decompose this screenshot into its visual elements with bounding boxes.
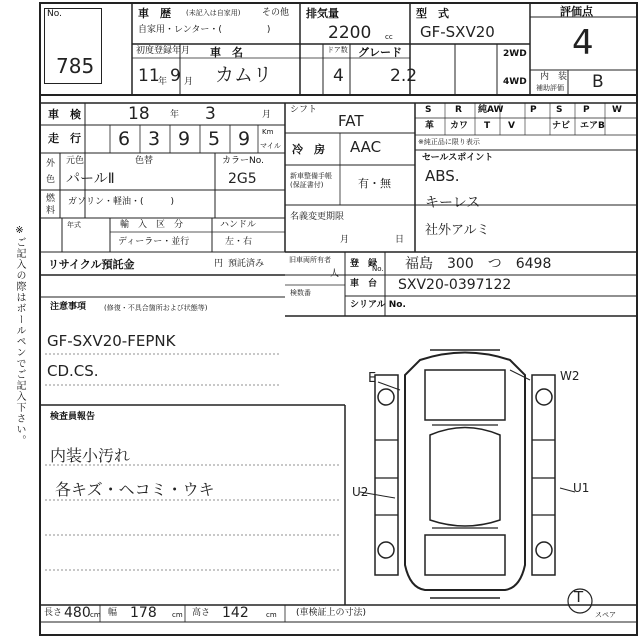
drive-2wd: 2WD (503, 49, 527, 59)
height-label: 高さ (192, 608, 211, 618)
shift-label: シフト (290, 105, 318, 115)
history-note: (未記入は自家用) (186, 9, 241, 17)
equip-s: S (425, 105, 432, 115)
recycle-unit: 円 (214, 259, 224, 269)
width-value: 178 (130, 605, 157, 621)
person-label: 人 (330, 269, 340, 279)
interior-sub: 補助評価 (536, 84, 564, 92)
import-label: 輸 入 区 分 (120, 220, 184, 230)
dimensions-note: (車検証上の寸法) (296, 608, 367, 618)
color-change-label: 色替 (135, 156, 154, 166)
sales-point: 社外アルミ (425, 223, 490, 238)
mileage-digit: 9 (238, 128, 251, 150)
handle-label: ハンドル (220, 220, 257, 230)
mark-w2: W2 (560, 369, 580, 383)
import-type: ディーラー・並行 (118, 237, 190, 247)
displacement-unit: cc (385, 33, 393, 41)
reg-year: 11 (138, 66, 160, 86)
count-label: 検数番 (290, 289, 311, 297)
equip-pw-p: P (583, 105, 590, 115)
ac-value: AAC (350, 138, 382, 156)
length-label: 長さ (44, 608, 63, 618)
chassis-label: 車 台 (350, 279, 378, 289)
recycle-status: 預託済み (228, 259, 265, 269)
equip-pw-w: W (612, 105, 622, 115)
shaken-month-suffix: 月 (262, 110, 272, 120)
grade-name-value: 2.2 (390, 66, 418, 86)
mileage-unit-km: Km (262, 128, 274, 136)
car-name-value: カムリ (215, 64, 273, 86)
model-label: 型 式 (416, 7, 449, 20)
doors-value: 4 (333, 66, 344, 86)
no-label: No. (47, 9, 62, 19)
reg-month-suffix: 月 (184, 77, 194, 87)
shaken-year: 18 (128, 104, 150, 124)
fuel-label-b: 料 (46, 206, 56, 216)
orig-color-label: 元色 (66, 156, 85, 166)
handle-value: 左・右 (225, 237, 253, 247)
chassis-value: SXV20-0397122 (398, 277, 512, 293)
serial-label: シリアル No. (350, 300, 406, 310)
mark-u1: U1 (573, 481, 590, 495)
length-value: 480 (64, 605, 91, 621)
color-label-a: 外 (46, 159, 56, 169)
grade-label: 評価点 (560, 5, 593, 18)
history-options: 自家用・レンター・( ) (138, 25, 271, 35)
attention-line: GF-SXV20-FEPNK (47, 332, 176, 350)
reg-no-label2: No. (372, 265, 384, 273)
drive-4wd: 4WD (503, 77, 527, 87)
history-label: 車 歴 (138, 7, 171, 20)
lot-number: 785 (56, 54, 95, 78)
mark-t: T (574, 588, 584, 606)
inspector-line: 各キズ・ヘコミ・ウキ (55, 480, 215, 499)
equip-airbag: エアB (580, 121, 605, 131)
interior-label: 内 装 (540, 72, 568, 82)
fuel-label-a: 燃 (46, 194, 56, 204)
model-value: GF-SXV20 (420, 23, 495, 41)
inspector-label: 検査員報告 (50, 412, 96, 422)
mileage-digit: 6 (118, 128, 131, 150)
ac-label: 冷 房 (292, 143, 325, 156)
shaken-year-suffix: 年 (170, 110, 180, 120)
attention-line: CD.CS. (47, 362, 99, 380)
reg-no-value: 福島 300 つ 6498 (405, 256, 552, 272)
shift-value: FAT (338, 112, 364, 130)
sales-point: キーレス (425, 195, 481, 211)
equip-leather: 革 (425, 121, 435, 131)
warranty-value: 有・無 (358, 177, 391, 190)
mileage-digit: 9 (178, 128, 191, 150)
mileage-unit-mile: マイル (260, 142, 281, 150)
width-label: 幅 (108, 608, 118, 618)
grade-name-label: グレード (358, 46, 402, 59)
recycle-label: リサイクル預託金 (48, 258, 135, 271)
attention-label: 注意事項 (50, 302, 87, 312)
color-no-label: カラーNo. (222, 156, 264, 166)
equip-tv-v: V (508, 121, 515, 131)
reg-year-suffix: 年 (158, 77, 168, 87)
import-year-label: 年式 (67, 221, 81, 229)
transfer-month: 月 (340, 235, 350, 245)
mark-e: E (368, 371, 377, 386)
side-note: ※ご記入の際はボールペンでご記入下さい。 (14, 225, 25, 446)
equip-tv-t: T (484, 121, 491, 131)
equip-aw: 純AW (478, 105, 504, 115)
car-name-label: 車 名 (210, 46, 243, 59)
color-no-value: 2G5 (228, 171, 257, 187)
doors-label: ドア数 (327, 46, 348, 54)
inspector-line: 内装小汚れ (50, 446, 131, 465)
reg-month: 9 (170, 66, 181, 86)
previous-owner-label: 旧車両所有者 (289, 256, 331, 264)
equip-p: P (530, 105, 537, 115)
shaken-label: 車 検 (48, 108, 81, 121)
height-value: 142 (222, 605, 249, 621)
grade-value: 4 (572, 23, 594, 63)
attention-note: (修復・不具合箇所および状態等) (104, 304, 208, 312)
transfer-label: 名義変更期限 (290, 212, 345, 222)
equip-ps: S (556, 105, 563, 115)
spare-label: スペア (595, 611, 616, 619)
displacement-label: 排気量 (306, 7, 339, 20)
color-value: パールⅡ (66, 171, 115, 187)
mark-u2: U2 (352, 485, 369, 499)
interior-value: B (592, 72, 604, 92)
displacement-value: 2200 (328, 23, 372, 43)
equip-note: ※純正品に限り表示 (418, 138, 480, 146)
history-other: その他 (262, 8, 290, 18)
reg-label: 初度登録年月 (136, 46, 191, 56)
mileage-digit: 5 (208, 128, 221, 150)
transfer-day: 日 (395, 235, 405, 245)
fuel-options: ガソリン・軽油・( ) (68, 197, 175, 207)
reg-no-label: 登 録 (350, 259, 378, 269)
mileage-label: 走 行 (48, 132, 81, 145)
mileage-digit: 3 (148, 128, 161, 150)
sales-label: セールスポイント (422, 153, 494, 163)
color-label-b: 色 (46, 175, 56, 185)
length-unit: cm (90, 611, 101, 619)
width-unit: cm (172, 611, 183, 619)
shaken-month: 3 (205, 104, 216, 124)
equip-navi: ナビ (552, 121, 571, 131)
equip-r: R (455, 105, 462, 115)
sales-point: ABS. (425, 167, 460, 185)
height-unit: cm (266, 611, 277, 619)
equip-kawa: カワ (450, 121, 469, 131)
warranty-label: 新車整備手帳(保証書付) (290, 172, 332, 190)
